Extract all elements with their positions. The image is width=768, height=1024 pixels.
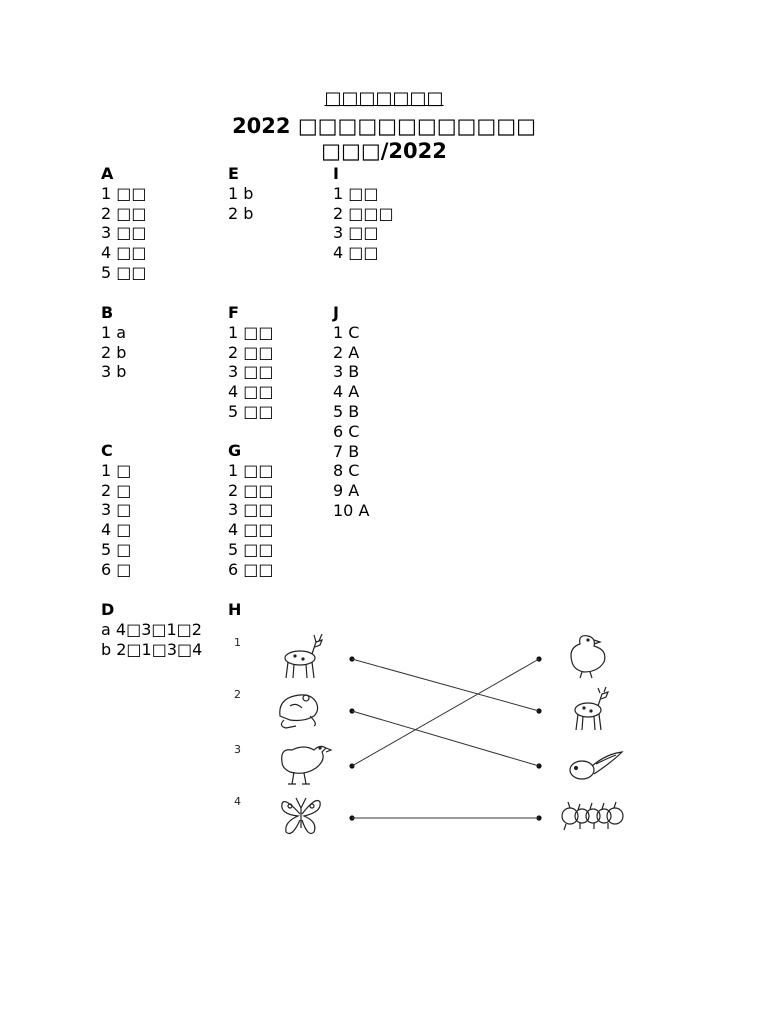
answer-item: b 2□1□3□4	[101, 639, 203, 659]
butterfly-icon	[282, 798, 320, 834]
answer-item: 4 □	[101, 520, 132, 540]
answer-item: 6 □□	[228, 559, 274, 579]
section-h	[228, 600, 241, 620]
answer-item: 1 a	[101, 322, 127, 342]
answer-item: 3 □	[101, 500, 132, 520]
answer-item: 1 □□	[333, 183, 379, 203]
answer-item: 4 A	[333, 382, 360, 402]
answer-item: 9 A	[333, 481, 360, 501]
answer-item: 8 C	[333, 461, 360, 481]
answer-item: 1 □□	[228, 322, 274, 342]
answer-item: 1 □□	[101, 183, 147, 203]
answer-item: 4 □□	[333, 243, 379, 263]
exam-title: 2022 □□□□□□□□□□□□	[232, 114, 536, 138]
answer-item: 5 B	[333, 401, 360, 421]
caterpillar-icon	[562, 802, 623, 830]
row-number-2: 2	[234, 688, 241, 701]
answer-item: 2 □□□	[333, 203, 394, 223]
answer-item: 3 B	[333, 362, 360, 382]
answer-item: 3 □□	[333, 223, 379, 243]
answer-item: 2 b	[228, 203, 254, 223]
section-f-label: F	[228, 303, 239, 322]
section-d	[101, 600, 202, 659]
match-line-2-3	[352, 711, 539, 766]
answer-item: 2 □	[101, 480, 132, 500]
match-lines	[352, 659, 539, 818]
section-a-label: A	[101, 164, 114, 183]
answer-item: 6 C	[333, 421, 360, 441]
school-name: □□□□□□□	[324, 88, 444, 109]
answer-item: 2 □□	[228, 480, 274, 500]
answer-item: 10 A	[333, 500, 370, 520]
matching-figure	[228, 626, 638, 846]
section-i-label: I	[333, 164, 339, 183]
section-e	[228, 164, 253, 223]
section-c-label: C	[101, 441, 113, 460]
left-dots	[349, 656, 354, 820]
answer-item: 3 □□	[228, 500, 274, 520]
section-j-label: J	[333, 303, 339, 322]
answer-item: 3 □□	[101, 223, 147, 243]
answer-item: 5 □	[101, 539, 132, 559]
answer-item: 4 □□	[101, 243, 147, 263]
section-a	[101, 164, 147, 283]
section-g-label: G	[228, 441, 242, 460]
row-number-4: 4	[234, 795, 241, 808]
section-f	[228, 303, 274, 422]
tadpole-icon	[570, 752, 622, 779]
section-b-label: B	[101, 303, 114, 322]
answer-item: a 4□3□1□2	[101, 619, 202, 639]
section-h-label: H	[228, 600, 242, 619]
section-b	[101, 303, 126, 382]
answer-item: 1 C	[333, 322, 360, 342]
answer-item: 4 □□	[228, 382, 274, 402]
answer-item: 5 □□	[228, 539, 274, 559]
answer-item: 1 b	[228, 183, 254, 203]
answer-item: 3 b	[101, 362, 127, 382]
section-g	[228, 441, 274, 580]
hen-icon	[282, 746, 331, 784]
deer-icon	[285, 634, 322, 678]
answer-item: 5 □□	[228, 401, 274, 421]
answer-item: 3 □□	[228, 362, 274, 382]
answer-item: 4 □□	[228, 520, 274, 540]
answer-item: 2 b	[101, 342, 127, 362]
answer-item: 1 □□	[228, 460, 274, 480]
section-i	[333, 164, 394, 263]
section-c	[101, 441, 131, 580]
answer-item: 2 □□	[101, 203, 147, 223]
frog-icon	[280, 695, 318, 728]
match-line-1-2	[352, 659, 539, 711]
row-number-3: 3	[234, 743, 241, 756]
section-d-label: D	[101, 600, 115, 619]
answer-item: 5 □□	[101, 262, 147, 282]
section-j	[333, 303, 369, 521]
answer-item: 1 □	[101, 460, 132, 480]
chick-icon	[571, 636, 605, 678]
answer-item: 2 □□	[228, 342, 274, 362]
fawn-icon	[575, 687, 608, 730]
answer-item: 2 A	[333, 342, 360, 362]
exam-code: □□□/2022	[321, 139, 447, 163]
answer-item: 7 B	[333, 441, 360, 461]
right-dots	[536, 656, 541, 820]
answer-item: 6 □	[101, 559, 132, 579]
row-number-1: 1	[234, 636, 241, 649]
match-line-3-1	[352, 659, 539, 766]
section-e-label: E	[228, 164, 239, 183]
